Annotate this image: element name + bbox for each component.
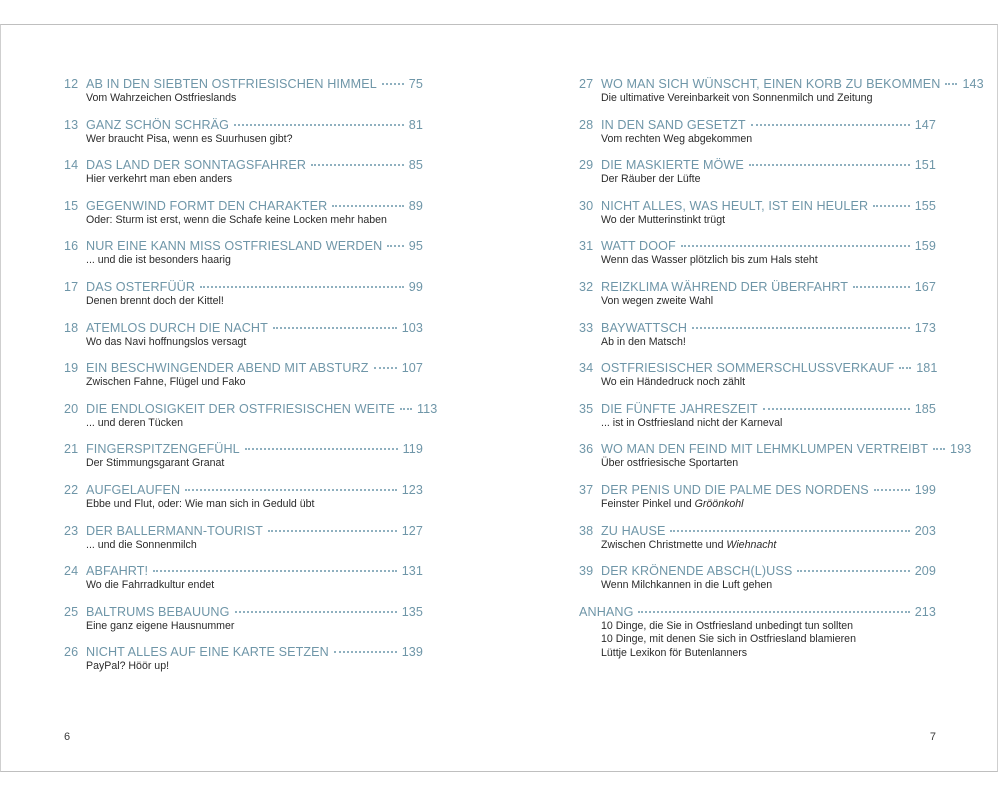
- dot-leader: [751, 124, 910, 126]
- toc-entry[interactable]: [579, 77, 984, 118]
- chapter-number: 24: [64, 564, 79, 579]
- toc-entry[interactable]: [64, 483, 423, 524]
- chapter-page: 151: [914, 158, 936, 173]
- toc-entry[interactable]: [64, 524, 423, 565]
- chapter-subtitle-emphasis: Wiehnacht: [726, 538, 777, 551]
- chapter-title: AB IN DEN SIEBTEN OSTFRIESISCHEN HIMMEL: [86, 77, 377, 91]
- chapter-page: 81: [408, 117, 423, 132]
- chapter-subtitle: Vom rechten Weg abgekommen: [601, 132, 753, 145]
- toc-entry-heading: [579, 118, 936, 133]
- dot-leader: [185, 489, 397, 491]
- dot-leader: [374, 367, 397, 369]
- chapter-page: 95: [408, 239, 423, 254]
- chapter-page: 85: [408, 158, 423, 173]
- chapter-subtitle: Der Räuber der Lüfte: [601, 173, 701, 186]
- toc-entry-heading: [64, 118, 423, 133]
- chapter-title: IN DEN SAND GESETZT: [601, 117, 746, 132]
- dot-leader: [873, 205, 910, 207]
- toc-entry-heading: [64, 564, 423, 579]
- chapter-page: 143: [962, 77, 984, 91]
- chapter-title: BAYWATTSCH: [601, 320, 688, 335]
- dot-leader: [853, 286, 910, 288]
- chapter-title: GEGENWIND FORMT DEN CHARAKTER: [86, 198, 328, 213]
- chapter-title: DIE ENDLOSIGKEIT DER OSTFRIESISCHEN WEITE: [86, 401, 395, 416]
- chapter-number: 38: [579, 523, 594, 538]
- chapter-title: DIE MASKIERTE MÖWE: [601, 158, 744, 173]
- chapter-subtitle: [601, 539, 936, 553]
- chapter-subtitle: Ebbe und Flut, oder: Wie man sich in Geduld übt: [86, 497, 315, 510]
- book-spread: [0, 24, 998, 772]
- toc-entry[interactable]: [64, 118, 423, 159]
- chapter-page: 173: [914, 320, 936, 335]
- toc-list-left: [64, 77, 438, 686]
- toc-entry-heading: [579, 524, 936, 539]
- chapter-page: 89: [408, 198, 423, 213]
- chapter-title: WO MAN DEN FEIND MIT LEHMKLUMPEN VERTREIBT: [601, 442, 929, 457]
- dot-leader: [638, 611, 909, 613]
- chapter-page: 99: [408, 279, 423, 294]
- toc-entry[interactable]: [579, 483, 936, 524]
- chapter-title: ABFAHRT!: [86, 564, 149, 579]
- chapter-subtitle: Eine ganz eigene Hausnummer: [86, 619, 235, 632]
- toc-entry-heading: [579, 564, 936, 579]
- toc-entry-heading: [579, 483, 936, 498]
- chapter-page: 159: [914, 239, 936, 254]
- dot-leader: [245, 448, 398, 450]
- chapter-page: 103: [401, 320, 423, 335]
- chapter-subtitle: Zwischen Fahne, Flügel und Fako: [86, 376, 246, 389]
- toc-entry-heading: [64, 77, 423, 92]
- toc-entry-heading: [579, 280, 936, 295]
- toc-entry-heading: [64, 401, 438, 417]
- chapter-subtitle: [601, 498, 936, 512]
- chapter-title: GANZ SCHÖN SCHRÄG: [86, 117, 230, 132]
- chapter-page: 123: [401, 482, 423, 497]
- chapter-number: 35: [579, 401, 594, 416]
- chapter-number: 14: [64, 158, 79, 173]
- toc-entry-heading: [64, 321, 423, 336]
- appendix-page: 213: [914, 604, 936, 619]
- toc-entry-heading: [579, 239, 936, 254]
- toc-entry-heading: [579, 77, 984, 92]
- appendix-item: 10 Dinge, die Sie in Ostfriesland unbedingt tun sollten: [601, 619, 854, 632]
- chapter-number: 23: [64, 523, 79, 538]
- chapter-title: DAS OSTERFÜÜR: [86, 279, 196, 294]
- dot-leader: [933, 448, 945, 450]
- chapter-page: 75: [408, 77, 423, 91]
- toc-list-right: [579, 77, 984, 660]
- page-number-left: 6: [64, 731, 71, 743]
- toc-entry-heading: [579, 442, 972, 457]
- chapter-page: 199: [914, 482, 936, 497]
- toc-entry-heading: [64, 483, 423, 498]
- chapter-page: 203: [914, 523, 936, 538]
- chapter-number: 33: [579, 320, 594, 335]
- chapter-subtitle: Von wegen zweite Wahl: [601, 294, 714, 307]
- dot-leader: [234, 124, 404, 126]
- dot-leader: [400, 408, 412, 410]
- toc-appendix[interactable]: [579, 605, 936, 661]
- toc-entry[interactable]: [64, 361, 423, 402]
- dot-leader: [387, 245, 403, 247]
- chapter-title: ZU HAUSE: [601, 523, 666, 538]
- toc-entry[interactable]: [64, 605, 423, 646]
- chapter-number: 29: [579, 158, 594, 173]
- chapter-number: 15: [64, 198, 79, 213]
- dot-leader: [200, 286, 404, 288]
- dot-leader: [334, 651, 397, 653]
- chapter-number: 36: [579, 442, 594, 457]
- chapter-number: 19: [64, 361, 79, 376]
- toc-entry[interactable]: [64, 442, 423, 483]
- chapter-page: 127: [401, 523, 423, 538]
- chapter-page: 167: [914, 279, 936, 294]
- chapter-subtitle: Hier verkehrt man eben anders: [86, 173, 233, 186]
- toc-entry-heading: [64, 442, 423, 457]
- dot-leader: [681, 245, 910, 247]
- toc-entry[interactable]: [64, 564, 423, 605]
- chapter-number: 22: [64, 482, 79, 497]
- dot-leader: [945, 83, 957, 85]
- toc-entry[interactable]: [579, 239, 936, 280]
- toc-entry[interactable]: [64, 401, 438, 443]
- appendix-title: ANHANG: [579, 604, 634, 619]
- chapter-title: DAS LAND DER SONNTAGSFAHRER: [86, 158, 307, 173]
- chapter-subtitle: Oder: Sturm ist erst, wenn die Schafe keine Locken mehr haben: [86, 213, 387, 226]
- chapter-page: 185: [914, 401, 936, 416]
- chapter-subtitle-text: Zwischen Christmette und: [601, 538, 727, 551]
- toc-entry[interactable]: [579, 118, 936, 159]
- chapter-number: 16: [64, 239, 79, 254]
- chapter-title: AUFGELAUFEN: [86, 482, 181, 497]
- chapter-number: 13: [64, 117, 79, 132]
- chapter-page: 147: [914, 117, 936, 132]
- chapter-subtitle: ... und die ist besonders haarig: [86, 254, 231, 267]
- dot-leader: [382, 83, 404, 85]
- chapter-number: 21: [64, 442, 79, 457]
- chapter-subtitle: Wo ein Händedruck noch zählt: [601, 376, 746, 389]
- toc-entry[interactable]: [579, 199, 936, 240]
- chapter-page: 209: [914, 564, 936, 579]
- right-page: [500, 25, 999, 771]
- toc-entry-heading: [64, 239, 423, 254]
- chapter-number: 25: [64, 604, 79, 619]
- chapter-title: BALTRUMS BEBAUUNG: [86, 604, 230, 619]
- dot-leader: [763, 408, 910, 410]
- toc-entry[interactable]: [64, 280, 423, 321]
- chapter-title: NICHT ALLES, WAS HEULT, IST EIN HEULER: [601, 198, 869, 213]
- chapter-subtitle: Der Stimmungsgarant Granat: [86, 457, 225, 470]
- chapter-subtitle: Wenn Milchkannen in die Luft gehen: [601, 579, 773, 592]
- chapter-number: 28: [579, 117, 594, 132]
- dot-leader: [332, 205, 404, 207]
- toc-entry[interactable]: [579, 361, 936, 402]
- appendix-heading: [579, 605, 936, 620]
- dot-leader: [692, 327, 910, 329]
- chapter-number: 32: [579, 279, 594, 294]
- chapter-number: 37: [579, 482, 594, 497]
- page-number-right: 7: [929, 731, 936, 743]
- dot-leader: [797, 570, 909, 572]
- toc-entry-heading: [579, 402, 936, 417]
- left-page: [1, 25, 500, 771]
- dot-leader: [268, 530, 397, 532]
- toc-entry[interactable]: [579, 158, 936, 199]
- chapter-number: 18: [64, 320, 79, 335]
- dot-leader: [670, 530, 909, 532]
- chapter-subtitle: Wo das Navi hoffnungslos versagt: [86, 335, 247, 348]
- toc-entry-heading: [64, 605, 423, 620]
- dot-leader: [749, 164, 910, 166]
- chapter-page: 155: [914, 198, 936, 213]
- chapter-page: 139: [401, 645, 423, 660]
- chapter-number: 17: [64, 279, 79, 294]
- toc-entry[interactable]: [579, 280, 936, 321]
- dot-leader: [311, 164, 404, 166]
- chapter-title: EIN BESCHWINGENDER ABEND MIT ABSTURZ: [86, 361, 369, 376]
- chapter-subtitle: ... und die Sonnenmilch: [86, 538, 197, 551]
- toc-entry[interactable]: [64, 239, 423, 280]
- chapter-subtitle: Ab in den Matsch!: [601, 335, 686, 348]
- toc-entry-heading: [579, 199, 936, 214]
- chapter-page: 181: [916, 361, 938, 376]
- chapter-title: DER PENIS UND DIE PALME DES NORDENS: [601, 482, 869, 497]
- toc-entry-heading: [579, 361, 936, 376]
- chapter-title: OSTFRIESISCHER SOMMERSCHLUSSVERKAUF: [601, 361, 895, 376]
- toc-entry[interactable]: [64, 645, 423, 686]
- chapter-page: 131: [401, 564, 423, 579]
- chapter-subtitle: PayPal? Höör up!: [86, 660, 170, 673]
- toc-entry-heading: [64, 645, 423, 660]
- toc-entry-heading: [64, 158, 423, 173]
- toc-entry-heading: [579, 158, 936, 173]
- chapter-subtitle: Denen brennt doch der Kittel!: [86, 294, 224, 307]
- dot-leader: [153, 570, 397, 572]
- toc-entry[interactable]: [64, 321, 423, 362]
- toc-entry[interactable]: [64, 158, 423, 199]
- chapter-title: REIZKLIMA WÄHREND DER ÜBERFAHRT: [601, 279, 849, 294]
- chapter-title: NUR EINE KANN MISS OSTFRIESLAND WERDEN: [86, 239, 383, 254]
- dot-leader: [899, 367, 911, 369]
- chapter-number: 20: [64, 401, 79, 416]
- toc-entry[interactable]: [64, 199, 423, 240]
- chapter-number: 12: [64, 77, 79, 91]
- chapter-number: 27: [579, 77, 594, 91]
- chapter-subtitle: Über ostfriesische Sportarten: [601, 457, 739, 470]
- chapter-number: 31: [579, 239, 594, 254]
- toc-entry-heading: [64, 199, 423, 214]
- chapter-subtitle: ... und deren Tücken: [86, 416, 183, 429]
- toc-entry[interactable]: [579, 321, 936, 362]
- chapter-subtitle: Wer braucht Pisa, wenn es Suurhusen gibt?: [86, 132, 293, 145]
- dot-leader: [235, 611, 397, 613]
- chapter-number: 34: [579, 361, 594, 376]
- chapter-title: WATT DOOF: [601, 239, 676, 254]
- chapter-page: 193: [950, 442, 972, 457]
- toc-entry[interactable]: [64, 77, 423, 118]
- chapter-number: 30: [579, 198, 594, 213]
- chapter-number: 26: [64, 645, 79, 660]
- toc-entry[interactable]: [579, 524, 936, 565]
- appendix-item: 10 Dinge, mit denen Sie sich in Ostfriesland blamieren: [601, 633, 856, 646]
- chapter-page: 119: [402, 442, 423, 457]
- toc-entry[interactable]: [579, 442, 972, 483]
- chapter-title: DER KRÖNENDE ABSCH(L)USS: [601, 564, 793, 579]
- toc-entry-heading: [64, 524, 423, 539]
- toc-entry-heading: [64, 280, 423, 295]
- chapter-subtitle: Wo der Mutterinstinkt trügt: [601, 213, 726, 226]
- chapter-subtitle: Vom Wahrzeichen Ostfrieslands: [86, 92, 237, 104]
- chapter-title: WO MAN SICH WÜNSCHT, EINEN KORB ZU BEKOMMEN: [601, 77, 941, 91]
- dot-leader: [273, 327, 397, 329]
- chapter-subtitle: Wo die Fahrradkultur endet: [86, 579, 215, 592]
- toc-entry-heading: [579, 321, 936, 336]
- appendix-item: Lüttje Lexikon för Butenlanners: [601, 646, 748, 659]
- chapter-title: NICHT ALLES AUF EINE KARTE SETZEN: [86, 645, 329, 660]
- chapter-subtitle-text: Feinster Pinkel und: [601, 497, 695, 510]
- chapter-number: 39: [579, 564, 594, 579]
- toc-entry-heading: [64, 361, 423, 376]
- chapter-title: ATEMLOS DURCH DIE NACHT: [86, 320, 268, 335]
- dot-leader: [874, 489, 910, 491]
- chapter-subtitle: Wenn das Wasser plötzlich bis zum Hals steht: [601, 254, 818, 267]
- chapter-page: 135: [401, 604, 423, 619]
- chapter-subtitle: ... ist in Ostfriesland nicht der Karneval: [601, 416, 783, 429]
- chapter-page: 107: [401, 361, 423, 376]
- chapter-title: DER BALLERMANN-TOURIST: [86, 523, 263, 538]
- toc-entry[interactable]: [579, 564, 936, 605]
- chapter-subtitle-emphasis: Gröönkohl: [694, 497, 744, 510]
- chapter-subtitle: Die ultimative Vereinbarkeit von Sonnenmilch und Zeitung: [601, 92, 873, 104]
- chapter-title: DIE FÜNFTE JAHRESZEIT: [601, 401, 758, 416]
- chapter-page: 113: [416, 401, 438, 416]
- chapter-title: FINGERSPITZENGEFÜHL: [86, 442, 240, 457]
- toc-entry[interactable]: [579, 402, 936, 443]
